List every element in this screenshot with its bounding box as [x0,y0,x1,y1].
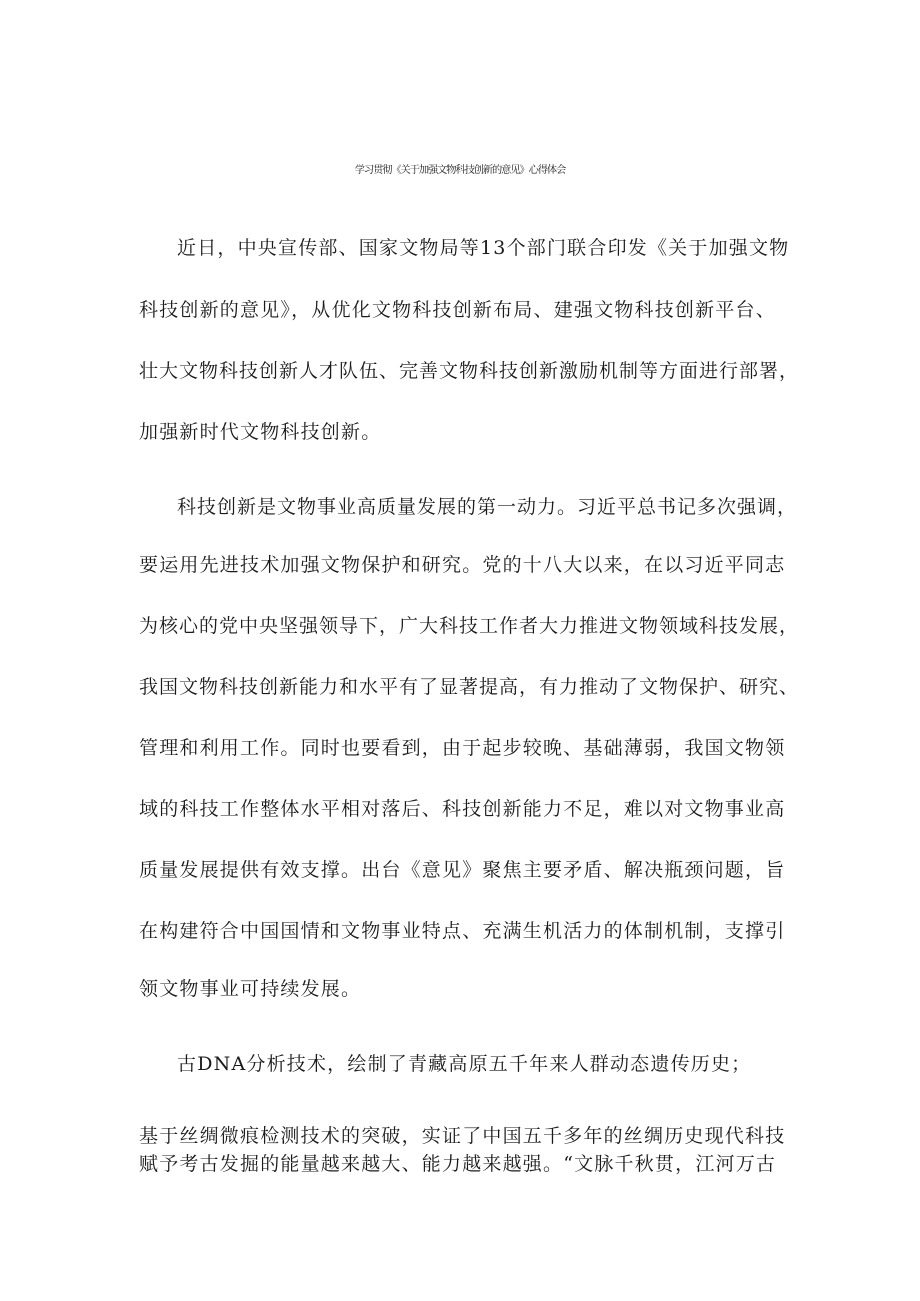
paragraph-2-line-9: 领文物事业可持续发展。 [139,978,362,1000]
paragraph-2-line-4: 我国文物科技创新能力和水平有了显著提高，有力推动了文物保护、研究、 [139,676,800,698]
paragraph-4-line-2: 赋予考古发掘的能量越来越大、能力越来越强。“文脉千秋贯，江河万古 [139,1153,777,1175]
document-title: 学习贯彻《关于加强文物科技创新的意见》心得体会 [354,164,566,176]
paragraph-4-line-1: 基于丝绸微痕检测技术的突破，实证了中国五千多年的丝绸历史现代科技 [139,1125,786,1147]
paragraph-2-line-2: 要运用先进技术加强文物保护和研究。党的十八大以来，在以习近平同志 [139,554,786,576]
paragraph-2-line-7: 质量发展提供有效支撑。出台《意见》聚焦主要矛盾、解决瓶颈问题，旨 [139,859,786,881]
paragraph-2-line-6: 域的科技工作整体水平相对落后、科技创新能力不足，难以对文物事业高 [139,798,786,820]
paragraph-2-line-1: 科技创新是文物事业高质量发展的第一动力。习近平总书记多次强调， [177,496,798,518]
paragraph-2-line-3: 为核心的党中央坚强领导下，广大科技工作者大力推进文物领域科技发展， [139,615,800,637]
paragraph-1-line-3: 壮大文物科技创新人才队伍、完善文物科技创新激励机制等方面进行部署， [139,360,800,382]
paragraph-2-line-5: 管理和利用工作。同时也要看到，由于起步较晚、基础薄弱，我国文物领 [139,737,786,759]
paragraph-1-line-4: 加强新时代文物科技创新。 [139,421,382,443]
paragraph-1-line-1: 近日，中央宣传部、国家文物局等13个部门联合印发《关于加强文物 [177,237,790,259]
paragraph-2-line-8: 在构建符合中国国情和文物事业特点、充满生机活力的体制机制，支撑引 [139,920,786,942]
paragraph-1-line-2: 科技创新的意见》，从优化文物科技创新布局、建强文物科技创新平台、 [139,299,776,321]
paragraph-3-line-1: 古DNA分析技术，绘制了青藏高原五千年来人群动态遗传历史； [177,1053,752,1075]
